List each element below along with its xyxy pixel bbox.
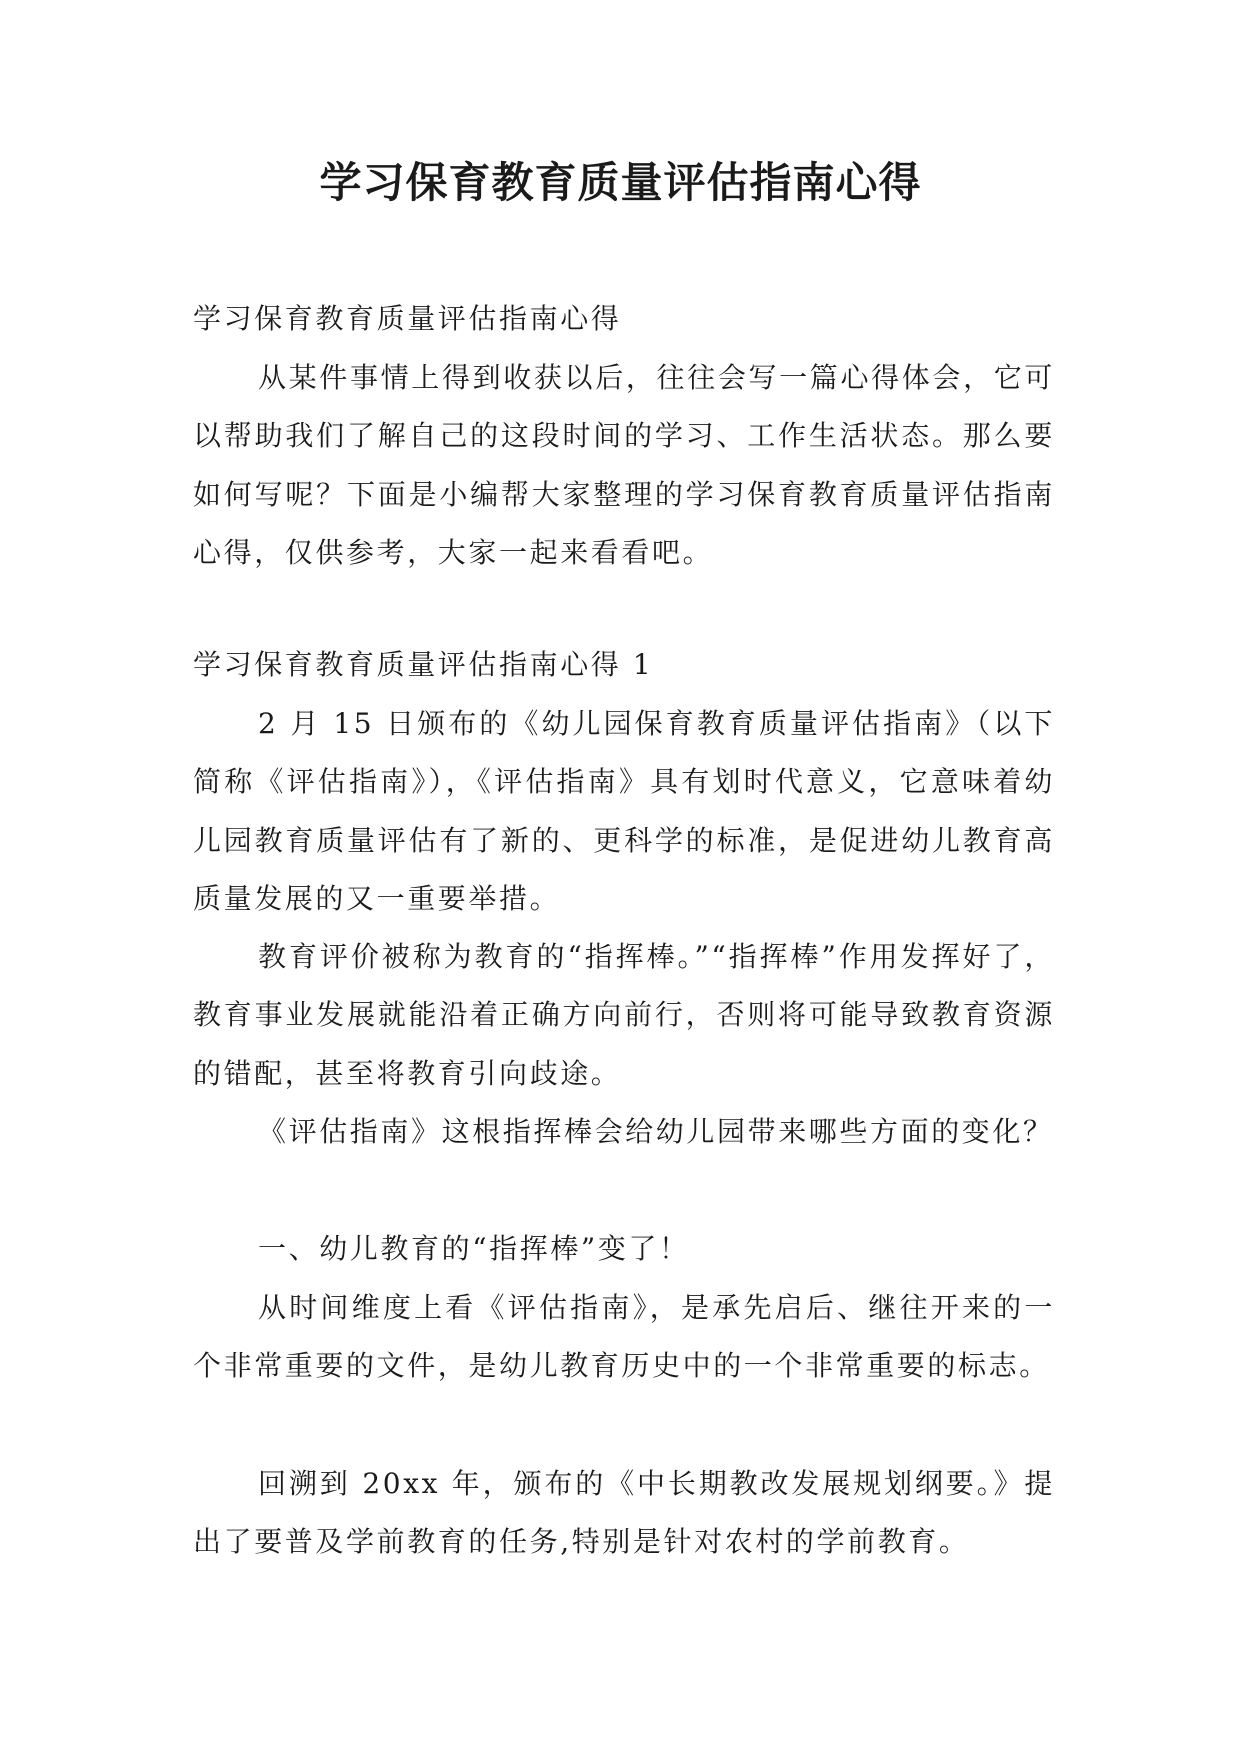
intro-paragraph: 从某件事情上得到收获以后，往往会写一篇心得体会，它可以帮助我们了解自己的这段时间的学习、工作生活状态。那么要如何写呢？下面是小编帮大家整理的学习保育教育质量评估指南心得，仅供参考，大家一起来看看吧。	[193, 361, 1055, 570]
paragraph: 从时间维度上看《评估指南》，是承先启后、继往开来的一个非常重要的文件，是幼儿教育历史中的一个非常重要的标志。	[193, 1291, 1055, 1383]
paragraph: 《评估指南》这根指挥棒会给幼儿园带来哪些方面的变化？	[258, 1115, 1054, 1148]
intro-heading: 学习保育教育质量评估指南心得	[193, 302, 622, 335]
subsection-heading: 一、幼儿教育的“指挥棒”变了！	[258, 1232, 690, 1265]
document-title: 学习保育教育质量评估指南心得	[319, 158, 922, 207]
section-heading: 学习保育教育质量评估指南心得 1	[193, 648, 654, 681]
paragraph: 2 月 15 日颁布的《幼儿园保育教育质量评估指南》（以下简称《评估指南》），《评估指南》具有划时代意义，它意味着幼儿园教育质量评估有了新的、更科学的标准，是促进幼儿教育高质量发展的又一重要举措。	[193, 707, 1055, 916]
paragraph: 回溯到 20xx 年，颁布的《中长期教改发展规划纲要。》提出了要普及学前教育的任务,特别是针对农村的学前教育。	[193, 1467, 1055, 1559]
paragraph: 教育评价被称为教育的“指挥棒。”“指挥棒”作用发挥好了，教育事业发展就能沿着正确方向前行，否则将可能导致教育资源的错配，甚至将教育引向歧途。	[193, 940, 1055, 1090]
